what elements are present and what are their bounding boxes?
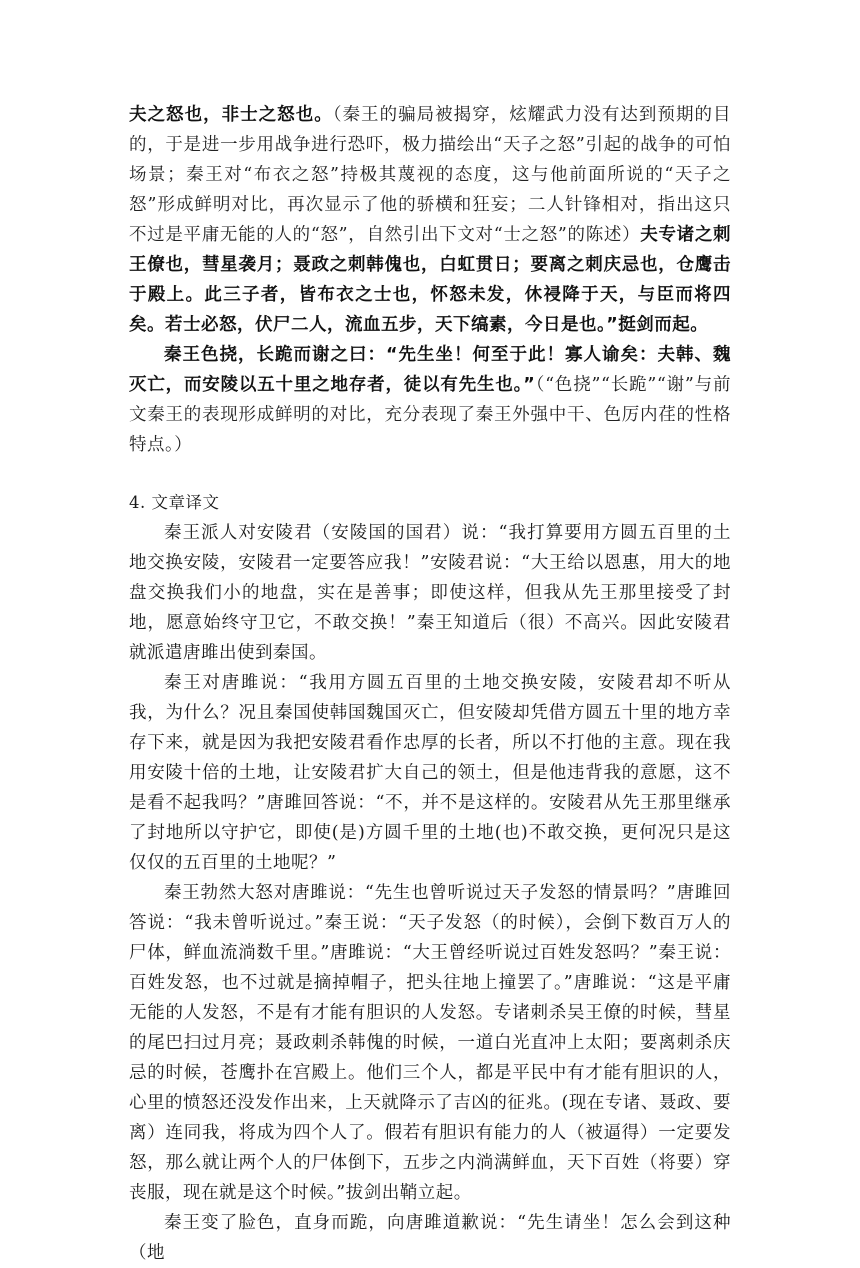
original-text: 夫之怒也，非士之怒也。 (129, 105, 333, 125)
original-text: 夫专诸之刺王僚也，彗星袭月；聂政之刺韩傀也，白虹贯日；要离之刺庆忌也，仓鹰击于殿上。此三子者，皆布衣之士也，怀怒未发，休祲降于天，与臣而将四矣。若士必怒，伏尸二人，流血五步，天下缟素，今日是也。”挺剑而起。 (129, 225, 731, 335)
translation-paragraph: 秦王变了脸色，直身而跪，向唐雎道歉说：“先生请坐！怎么会到这种（地 (129, 1213, 731, 1263)
annotation-note: （“色挠”“长跪”“谢”与前文秦王的表现形成鲜明的对比，充分表现了秦王外强中干、色厉内荏的性格特点。） (129, 375, 731, 455)
original-text: 秦王色挠，长跪而谢之曰：“先生坐！何至于此！寡人谕矣：夫韩、魏灭亡，而安陵以五十里之地存者，徒以有先生也。” (129, 345, 731, 395)
translation-paragraph: 秦王派人对安陵君（安陵国的国君）说：“我打算要用方圆五百里的土地交换安陵，安陵君一定要答应我！”安陵君说：“大王给以恩惠，用大的地盘交换我们小的地盘，实在是善事；即使这样，但我从先王那里接受了封地，愿意始终守卫它，不敢交换！”秦王知道后（很）不高兴。因此安陵君就派遣唐雎出使到秦国。 (129, 523, 731, 663)
translation-paragraph: 秦王勃然大怒对唐雎说：“先生也曾听说过天子发怒的情景吗？”唐雎回答说：“我未曾听说过。”秦王说：“天子发怒（的时候），会倒下数百万人的尸体，鲜血流淌数千里。”唐雎说：“大王曾经听说过百姓发怒吗？”秦王说：百姓发怒，也不过就是摘掉帽子，把头往地上撞罢了。”唐雎说：“这是平庸无能的人发怒，不是有才能有胆识的人发怒。专诸刺杀吴王僚的时候，彗星的尾巴扫过月亮；聂政刺杀韩傀的时候，一道白光直冲上太阳；要离刺杀庆忌的时候，苍鹰扑在宫殿上。他们三个人，都是平民中有才能有胆识的人，心里的愤怒还没发作出来，上天就降示了吉凶的征兆。(现在专诸、聂政、要离）连同我，将成为四个人了。假若有胆识有能力的人（被逼得）一定要发怒，那么就让两个人的尸体倒下，五步之内淌满鲜血，天下百姓（将要）穿丧服，现在就是这个时候。”拔剑出鞘立起。 (129, 883, 731, 1203)
document-body (129, 100, 731, 1268)
section-heading: 4. 文章译文 (129, 493, 220, 512)
annotated-original-paragraph-1 (129, 100, 731, 340)
translation-paragraph: 秦王对唐雎说：“我用方圆五百里的土地交换安陵，安陵君却不听从我，为什么？况且秦国使韩国魏国灭亡，但安陵却凭借方圆五十里的地方幸存下来，就是因为我把安陵君看作忠厚的长者，所以不打他的主意。现在我用安陵十倍的土地，让安陵君扩大自己的领土，但是他违背我的意愿，这不是看不起我吗？”唐雎回答说：“不，并不是这样的。安陵君从先王那里继承了封地所以守护它，即使(是)方圆千里的土地(也)不敢交换，更何况只是这仅仅的五百里的土地呢？” (129, 673, 731, 873)
annotation-note: （秦王的骗局被揭穿，炫耀武力没有达到预期的目的，于是进一步用战争进行恐吓，极力描绘出“天子之怒”引起的战争的可怕场景；秦王对“布衣之怒”持极其蔑视的态度，这与他前面所说的“天子之怒”形成鲜明对比，再次显示了他的骄横和狂妄；二人针锋相对，指出这只不过是平庸无能的人的“怒”，自然引出下文对“士之怒”的陈述） (129, 105, 732, 245)
annotated-original-paragraph-2 (129, 340, 731, 460)
section-spacer (129, 460, 731, 488)
